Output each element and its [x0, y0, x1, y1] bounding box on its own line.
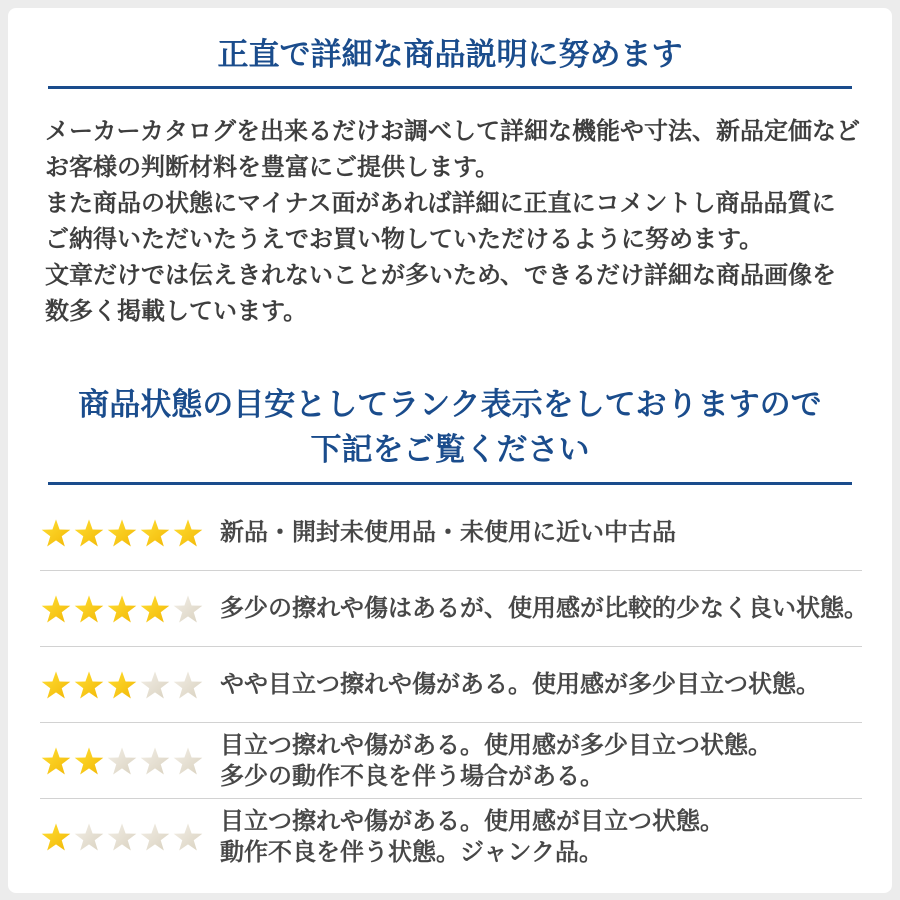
star-filled-icon — [139, 594, 171, 624]
rank-description-line: 目立つ擦れや傷がある。使用感が目立つ状態。 — [220, 808, 724, 835]
rank-description-line: やや目立つ擦れや傷がある。使用感が多少目立つ状態。 — [220, 671, 820, 698]
star-filled-icon — [40, 670, 72, 700]
rank-description-line: 動作不良を伴う状態。ジャンク品。 — [220, 839, 604, 866]
star-empty-icon — [172, 670, 204, 700]
paragraph-line: メーカーカタログを出来るだけお調べして詳細な機能や寸法、新品定価など — [45, 118, 861, 145]
paragraph-line: 文章だけでは伝えきれないことが多いため、できるだけ詳細な商品画像を — [45, 262, 837, 289]
section2-title — [38, 382, 862, 472]
star-rating — [40, 670, 206, 700]
star-empty-icon — [139, 746, 171, 776]
star-filled-icon — [73, 594, 105, 624]
rank-description-line: 多少の動作不良を伴う場合がある。 — [220, 762, 604, 790]
paragraph-line: また商品の状態にマイナス面があれば詳細に正直にコメントし商品品質に — [45, 190, 836, 217]
paragraph-line: 数多く掲載しています。 — [45, 298, 308, 325]
paragraph-line: ご納得いただいたうえでお買い物していただけるように努めます。 — [45, 226, 764, 253]
section2-title-line2: 下記をご覧ください — [310, 432, 590, 467]
star-rating — [40, 594, 206, 624]
star-empty-icon — [139, 670, 171, 700]
rank-row — [40, 647, 862, 723]
star-filled-icon — [139, 518, 171, 548]
rank-description — [220, 517, 676, 548]
section2-title-underline — [48, 482, 852, 485]
star-rating — [40, 822, 206, 852]
rank-description — [220, 669, 820, 700]
content-card — [8, 8, 892, 893]
section1-title: 正直で詳細な商品説明に努めます — [217, 37, 683, 72]
star-rating — [40, 746, 206, 776]
rank-description — [220, 593, 868, 624]
rank-list — [40, 495, 868, 875]
star-filled-icon — [172, 518, 204, 548]
star-filled-icon — [106, 670, 138, 700]
rank-row — [40, 495, 862, 571]
rank-description-line: 目立つ擦れや傷がある。使用感が多少目立つ状態。 — [220, 731, 772, 759]
intro-paragraph — [45, 114, 892, 330]
star-empty-icon — [172, 822, 204, 852]
rank-description-line: 新品・開封未使用品・未使用に近い中古品 — [220, 519, 676, 546]
star-filled-icon — [40, 594, 72, 624]
rank-description — [220, 806, 724, 868]
star-filled-icon — [106, 518, 138, 548]
paragraph-line: お客様の判断材料を豊富にご提供します。 — [45, 154, 500, 181]
rank-row — [40, 571, 868, 647]
star-filled-icon — [73, 746, 105, 776]
star-empty-icon — [73, 822, 105, 852]
rank-description-line: 多少の擦れや傷はあるが、使用感が比較的少なく良い状態。 — [220, 595, 868, 622]
rank-description — [220, 730, 772, 792]
star-empty-icon — [139, 822, 171, 852]
star-empty-icon — [106, 822, 138, 852]
section1-title-underline — [48, 86, 852, 89]
star-filled-icon — [40, 746, 72, 776]
rank-row — [40, 723, 862, 799]
star-filled-icon — [40, 518, 72, 548]
star-filled-icon — [73, 518, 105, 548]
section2-title-line1: 商品状態の目安としてランク表示をしておりますので — [78, 387, 822, 422]
star-empty-icon — [172, 594, 204, 624]
rank-row — [40, 799, 862, 875]
star-empty-icon — [172, 746, 204, 776]
star-filled-icon — [40, 822, 72, 852]
star-filled-icon — [106, 594, 138, 624]
star-rating — [40, 518, 206, 548]
star-filled-icon — [73, 670, 105, 700]
star-empty-icon — [106, 746, 138, 776]
